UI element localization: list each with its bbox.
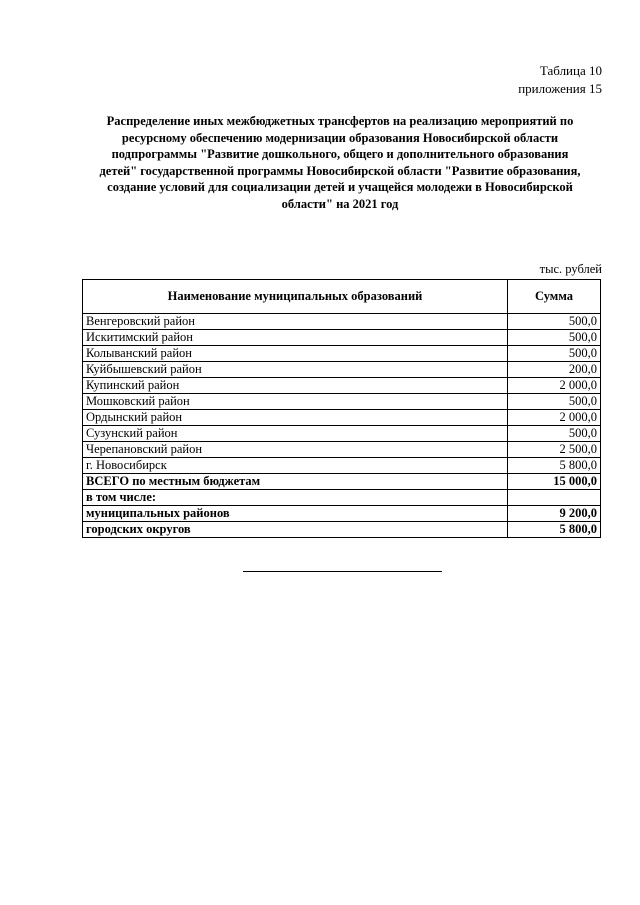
row-name: Сузунский район <box>83 426 508 442</box>
title-line: Распределение иных межбюджетных трансфертов на реализацию мероприятий по <box>106 114 574 128</box>
title-line: области" на 2021 год <box>281 196 399 211</box>
row-name: Ордынский район <box>83 410 508 426</box>
row-name: Черепановский район <box>83 442 508 458</box>
closing-rule <box>243 571 442 572</box>
title-line: создание условий для социализации детей и учащейся молодежи в Новосибирской <box>107 180 573 194</box>
subtotal-sum: 9 200,0 <box>508 506 601 522</box>
unit-label: тыс. рублей <box>539 262 602 276</box>
row-sum: 500,0 <box>508 314 601 330</box>
row-sum: 200,0 <box>508 362 601 378</box>
title-line: детей" государственной программы Новосибирской области "Развитие образования, <box>99 163 581 178</box>
row-sum: 500,0 <box>508 426 601 442</box>
row-name: Колыванский район <box>83 346 508 362</box>
table-row <box>83 442 601 458</box>
subtotal-sum: 5 800,0 <box>508 522 601 538</box>
total-sum: 15 000,0 <box>508 474 601 490</box>
table-row <box>83 378 601 394</box>
row-name: Венгеровский район <box>83 314 508 330</box>
row-sum: 2 500,0 <box>508 442 601 458</box>
title-line: ресурсному обеспечению модернизации образования Новосибирской области <box>121 130 559 145</box>
table-row <box>83 458 601 474</box>
table-header-row <box>83 280 601 314</box>
table-row <box>83 314 601 330</box>
table-reference <box>518 62 602 98</box>
including-row <box>83 490 601 506</box>
table-row <box>83 362 601 378</box>
table-row <box>83 346 601 362</box>
subtotal-row <box>83 506 601 522</box>
row-name: г. Новосибирск <box>83 458 508 474</box>
total-name: ВСЕГО по местным бюджетам <box>83 474 508 490</box>
row-name: Мошковский район <box>83 394 508 410</box>
total-row <box>83 474 601 490</box>
row-name: Купинский район <box>83 378 508 394</box>
subtotal-name: городских округов <box>83 522 508 538</box>
row-name: Куйбышевский район <box>83 362 508 378</box>
row-sum: 500,0 <box>508 330 601 346</box>
row-sum: 2 000,0 <box>508 410 601 426</box>
table-row <box>83 330 601 346</box>
table-number-label: Таблица 10 <box>539 63 602 78</box>
row-sum: 2 000,0 <box>508 378 601 394</box>
table-row <box>83 410 601 426</box>
row-sum: 500,0 <box>508 394 601 410</box>
column-header-name: Наименование муниципальных образований <box>83 280 508 314</box>
row-name: Искитимский район <box>83 330 508 346</box>
document-title <box>90 113 590 212</box>
including-empty-cell <box>508 490 601 506</box>
column-header-sum: Сумма <box>508 280 601 314</box>
appendix-label: приложения 15 <box>518 81 602 96</box>
table-row <box>83 426 601 442</box>
row-sum: 5 800,0 <box>508 458 601 474</box>
table-row <box>83 394 601 410</box>
distribution-table <box>82 279 601 538</box>
subtotal-row <box>83 522 601 538</box>
row-sum: 500,0 <box>508 346 601 362</box>
title-line: подпрограммы "Развитие дошкольного, общего и дополнительного образования <box>111 147 569 161</box>
including-label: в том числе: <box>83 490 508 506</box>
subtotal-name: муниципальных районов <box>83 506 508 522</box>
